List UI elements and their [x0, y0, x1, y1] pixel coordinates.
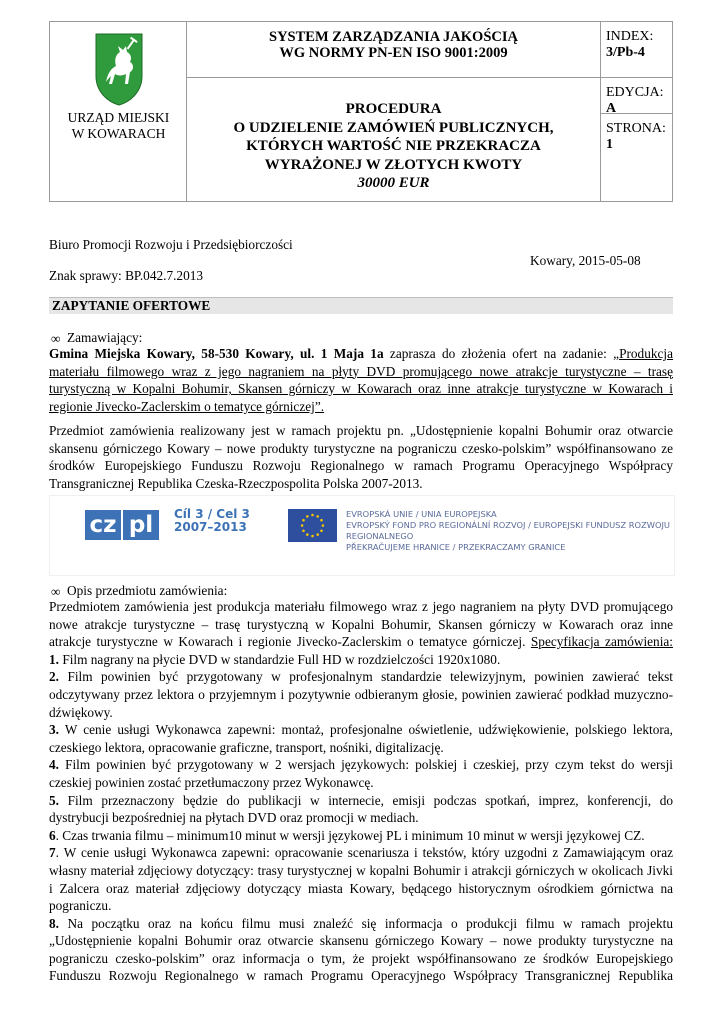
- description-line: Przedmiotem zamówienia jest produkcja materiału filmowego wraz z jego nagraniem na płyty DVD promującego: [49, 599, 673, 614]
- procedure-line: WYRAŻONEJ W ZŁOTYCH KWOTY: [264, 156, 523, 173]
- task-title-line: materiału filmowego wraz z jego nagraniem na płyty DVD promującego nowe atrakcje turystyczne – trasę: [49, 363, 673, 379]
- description-line: atrakcje turystyczne w Kowarach i regionie Jivecko-Zaclerskim o tematyce górniczej.: [49, 634, 531, 650]
- description-line: nowe atrakcje turystyczne – trasę turystyczną w Kopalni Bohumir, Skansen górniczy w Kowarach oraz inne: [49, 616, 673, 632]
- item-number: 5.: [49, 792, 59, 808]
- specification-label: Specyfikacja zamówienia:: [530, 634, 673, 650]
- eu-fund-text: [346, 509, 674, 553]
- program-line2: 2007–2013: [174, 520, 247, 534]
- project-line: środków Europejskiego Funduszu Rozwoju Regionalnego w ramach Programu Operacyjnego Współpracy: [49, 458, 673, 474]
- item-text: czeskiego lektora, opracowanie graficzne, transport, nośniki, digitalizację.: [49, 739, 444, 755]
- procedure-line: PROCEDURA: [345, 101, 442, 117]
- system-title-line2: WG NORMY PN-EN ISO 9001:2009: [279, 45, 508, 61]
- item-text: . Czas trwania filmu – minimum10 minut w wersji językowej PL i minimum 10 minut w wersji językowej CZ.: [55, 827, 645, 843]
- description-paragraph: [49, 598, 673, 985]
- item-text: dystrybucji bezpośredniej na płytach DVD oraz promocji w mediach.: [49, 810, 419, 826]
- description-bullet: ∞: [51, 584, 61, 599]
- system-title-line1: SYSTEM ZARZĄDZANIA JAKOŚCIĄ: [269, 29, 518, 45]
- eu-flag-icon: [288, 509, 337, 542]
- item-text: W cenie usługi Wykonawca zapewni: montaż, profesjonalne oświetlenie, udźwiękowienie, polskiego lektora,: [64, 722, 673, 738]
- coat-of-arms-icon: [94, 32, 144, 106]
- item-text: własny materiał zdjęciowy dotyczący: trasy turystycznej w kopalni Bohumir i atrakcji górniczych w okolicach Jivki: [49, 862, 673, 878]
- eu-line: EVROPSKÝ FOND PRO REGIONÁLNÍ ROZVOJ / EUROPEJSKI FUNDUSZ ROZWOJU REGIONALNEGO: [346, 520, 670, 541]
- section-title: ZAPYTANIE OFERTOWE: [52, 298, 211, 313]
- project-line: Transgranicznej Republika Czeska-Rzeczpospolita Polska 2007-2013.: [49, 475, 423, 491]
- task-title-start: „Produkcja: [613, 346, 673, 361]
- procedure-line: KTÓRYCH WARTOŚĆ NIE PRZEKRACZA: [246, 138, 541, 154]
- item-text: odczytywany przez lektora o przyjemnym i pozytywnie odbieranym głosie, powinien zawierać podkład muzyczno-: [49, 686, 673, 702]
- procedure-line: O UDZIELENIE ZAMÓWIEŃ PUBLICZNYCH,: [233, 119, 554, 136]
- item-text: . W cenie usługi Wykonawca zapewni: opracowanie scenariusza i tekstów, który uzgodni z Zamawiającym oraz: [55, 845, 673, 861]
- item-text: „Udostępnienie kopalni Bohumir oraz otwarcie skansenu górniczego Kowary – nowe produkty turystyczne na: [49, 933, 673, 949]
- item-text: pograniczu.: [49, 898, 112, 914]
- task-title-line: regionie Jivecko-Zaclerskim o tematyce górniczej”.: [49, 398, 325, 414]
- eu-line: PŘEKRAČUJEME HRANICE / PRZEKRACZAMY GRANICE: [346, 542, 566, 552]
- item-number: 7: [49, 845, 56, 861]
- item-number: 4.: [49, 757, 59, 773]
- project-line: Przedmiot zamówienia realizowany jest w ramach projektu pn. „Udostępnienie kopalni Bohumir oraz otwarcie: [49, 423, 673, 438]
- header-table: [49, 21, 673, 202]
- office-name-line2: W KOWARACH: [71, 126, 166, 141]
- item-text: Film przeznaczony będzie do publikacji w internecie, emisji podczas spotkań, imprez, konferencji, do: [67, 792, 673, 808]
- eu-cofinancing-banner: [49, 495, 675, 576]
- procedure-title-cell: [187, 78, 601, 201]
- item-text: i Zalcera oraz materiał zdjęciowy dotyczący miasta Kowary, będącego historycznym ośrodkiem górnictwa na: [49, 880, 673, 896]
- procedure-amount: 30000 EUR: [357, 175, 430, 191]
- system-title-cell: [187, 22, 601, 78]
- edition-cell: [601, 78, 672, 114]
- section-title-bar: [49, 297, 673, 314]
- item-text: Funduszu Rozwoju Regionalnego w ramach Programu Operacyjnego Współpracy Transgranicznej Republika: [49, 968, 673, 984]
- case-number: Znak sprawy: BP.042.7.2013: [49, 268, 204, 283]
- item-number: 6: [49, 827, 56, 843]
- project-paragraph: [49, 422, 673, 492]
- index-cell: [601, 22, 672, 78]
- edition-value: A: [606, 101, 617, 116]
- index-value: 3/Pb-4: [606, 45, 645, 60]
- ordering-paragraph: [49, 345, 673, 415]
- pl-logo-box: pl: [123, 510, 159, 540]
- item-number: 3.: [49, 722, 59, 738]
- logo-cell: [50, 22, 187, 201]
- department-name: Biuro Promocji Rozwoju i Przedsiębiorczości: [49, 237, 293, 252]
- item-text: Film nagrany na płycie DVD w standardzie Full HD w rozdzielczości 1920x1080.: [62, 651, 501, 667]
- program-line1: Cíl 3 / Cel 3: [174, 507, 250, 521]
- item-text: Film powinien być przygotowany w 2 wersjach językowych: polskiej i czeskiej, przy czym tekst do wersji: [65, 757, 673, 773]
- item-number: 1.: [49, 651, 59, 667]
- page-number-cell: [601, 114, 672, 201]
- description-label: Opis przedmiotu zamówienia:: [67, 583, 228, 598]
- cz-pl-logo: [85, 510, 161, 540]
- edition-label: EDYCJA:: [606, 85, 664, 100]
- page-label: STRONA:: [606, 121, 666, 136]
- page-value: 1: [606, 137, 613, 152]
- item-number: 8.: [49, 915, 59, 931]
- index-label: INDEX:: [606, 29, 654, 44]
- program-name: [174, 508, 250, 534]
- eu-line: EVROPSKÁ UNIE / UNIA EUROPEJSKA: [346, 509, 497, 519]
- item-text: Na początku oraz na końcu filmu musi znaleźć się informacja o produkcji filmu w ramach projektu: [67, 915, 673, 931]
- office-name-line1: URZĄD MIEJSKI: [67, 110, 170, 125]
- ordering-bullet: ∞: [51, 331, 61, 346]
- task-title-line: turystyczną w Kopalni Bohumir, Skansen górniczy w Kowarach oraz inne atrakcje turystyczne w Kowarach i: [49, 381, 673, 397]
- document-date: Kowary, 2015-05-08: [530, 253, 641, 268]
- item-text: dźwiękowy.: [49, 704, 113, 720]
- item-text: Film powinien być przygotowany w profesjonalnym standardzie telewizyjnym, powinien zawierać tekst: [67, 669, 674, 685]
- ordering-text: zaprasza do złożenia ofert na zadanie:: [383, 346, 614, 361]
- item-text: czeskiej powinien zostać przetłumaczony przez Wykonawcę.: [49, 774, 374, 790]
- ordering-label: Zamawiający:: [67, 330, 143, 345]
- project-line: skansenu górniczego Kowary – nowe produkty turystyczne na pograniczu czesko-polskim” współfinansowano ze: [49, 440, 673, 456]
- cz-logo-box: cz: [85, 510, 121, 540]
- ordering-name: Gmina Miejska Kowary, 58-530 Kowary, ul. 1 Maja 1a: [49, 346, 384, 361]
- item-text: pograniczu czesko-polskim” oraz informacja o tym, że projekt współfinansowano ze środków Europejskiego: [49, 950, 673, 966]
- item-number: 2.: [49, 669, 59, 685]
